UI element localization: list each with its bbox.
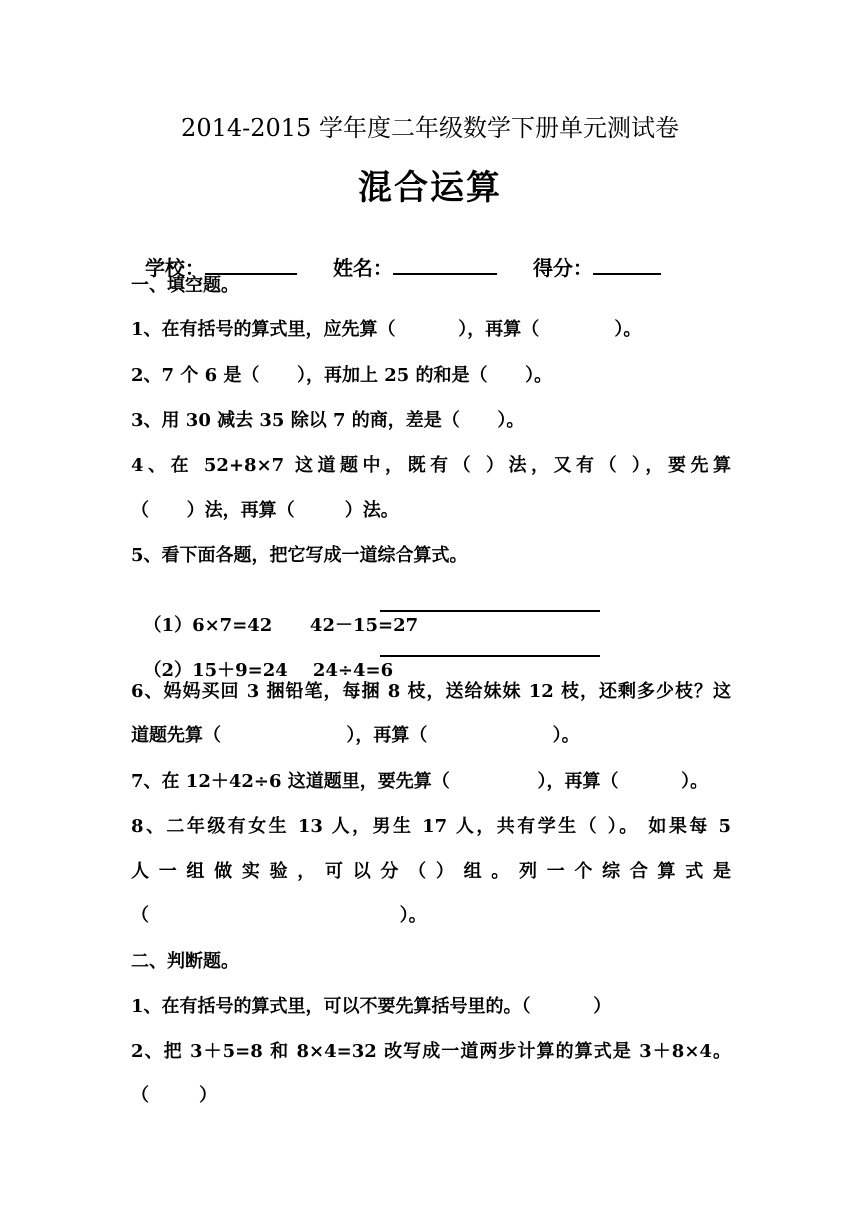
answer-line-1[interactable] [380, 610, 600, 612]
question-1-4-line-2: （ ）法，再算（ ）法。 [131, 500, 399, 521]
info-row [131, 229, 661, 280]
question-1-7: 7、在 12＋42÷6 这道题里，要先算（ ），再算（ ）。 [131, 771, 709, 792]
part-2-text: （2）15＋9=24 24÷4=6 [143, 660, 394, 681]
section-2-title: 二、判断题。 [131, 951, 239, 972]
question-1-1: 1、在有括号的算式里，应先算（ ），再算（ ）。 [131, 319, 642, 340]
question-1-8-line-3: （ ）。 [131, 905, 427, 926]
question-1-6-line-2: 道题先算（ ），再算（ ）。 [131, 725, 580, 746]
name-label: 姓名： [332, 256, 393, 280]
question-1-8-line-2: 人 一 组 做 实 验 ， 可 以 分 （ ） 组 。 列 一 个 综 合 算 式 是 [131, 861, 731, 882]
name-blank[interactable] [393, 253, 497, 275]
question-1-4-line-1: 4、在 52+8×7 这道题中，既有（ ）法，又有（ ），要先算 [131, 455, 731, 476]
score-label: 得分： [532, 256, 593, 280]
question-2-2-line-1: 2、把 3＋5=8 和 8×4=32 改写成一道两步计算的算式是 3＋8×4。 [131, 1041, 731, 1062]
question-2-1: 1、在有括号的算式里，可以不要先算括号里的。（ ） [131, 996, 612, 1017]
section-1-title: 一、填空题。 [131, 275, 239, 296]
question-1-3: 3、用 30 减去 35 除以 7 的商，差是（ ）。 [131, 410, 525, 431]
answer-line-2[interactable] [380, 655, 600, 657]
part-1-text: （1）6×7=42 42－15=27 [143, 615, 419, 636]
question-1-8-line-1: 8、二年级有女生 13 人，男生 17 人，共有学生（ ）。 如果每 5 [131, 816, 731, 837]
question-1-6-line-1: 6、妈妈买回 3 捆铅笔，每捆 8 枝，送给妹妹 12 枝，还剩多少枝？这 [131, 681, 731, 702]
question-1-2: 2、7 个 6 是（ ），再加上 25 的和是（ ）。 [131, 365, 553, 386]
question-1-5-part-2 [131, 635, 393, 683]
question-2-2-line-2: （ ） [131, 1085, 218, 1106]
question-1-5-part-1 [131, 590, 418, 638]
score-blank[interactable] [593, 253, 661, 275]
question-1-5: 5、看下面各题，把它写成一道综合算式。 [131, 545, 468, 566]
exam-heading: 混合运算 [358, 168, 502, 208]
school-label: 学校： [144, 256, 205, 280]
school-blank[interactable] [205, 253, 297, 275]
exam-title: 2014-2015 学年度二年级数学下册单元测试卷 [181, 114, 679, 142]
